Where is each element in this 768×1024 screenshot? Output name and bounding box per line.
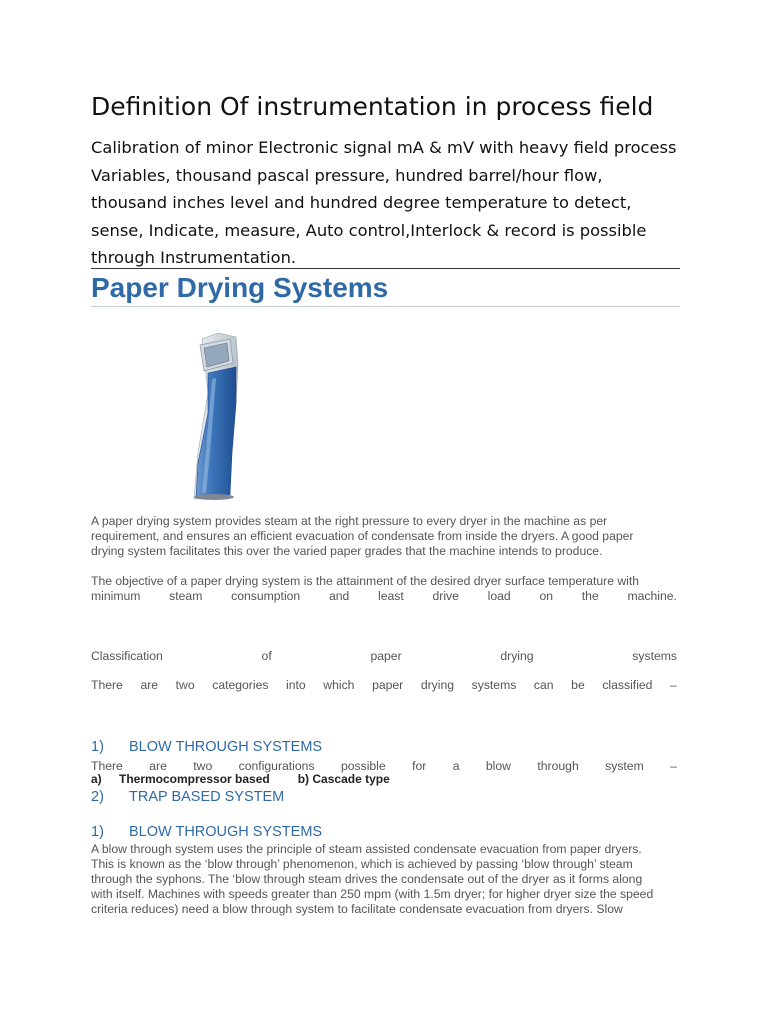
word: – [670, 678, 677, 692]
text-line: drying system facilitates this over the varied paper grades that the machine intends to produce. [91, 544, 603, 558]
word: of [261, 649, 272, 663]
intro-line: through Instrumentation. [91, 248, 297, 267]
type-b-text: b) Cascade type [297, 772, 390, 786]
intro-line: Calibration of minor Electronic signal mA & mV with heavy field process [91, 138, 677, 157]
word: are [140, 678, 159, 692]
word: categories [212, 678, 269, 692]
title-underline [91, 306, 680, 307]
classification-line [91, 649, 677, 664]
section-title: Paper Drying Systems [91, 272, 389, 303]
type-a-text: Thermocompressor based [119, 772, 270, 786]
intro-line: Variables, thousand pascal pressure, hundred barrel/hour flow, [91, 165, 603, 185]
word: systems [632, 649, 677, 663]
word: and [328, 589, 350, 603]
word: minimum [91, 589, 141, 603]
heading-trap-based [91, 789, 284, 805]
word: paper [372, 678, 404, 692]
word: be [571, 678, 585, 692]
intro-title: Definition Of instrumentation in process field [91, 92, 654, 121]
word: two [175, 678, 195, 692]
word: on [539, 589, 554, 603]
divider-rule [91, 268, 680, 269]
word: There [91, 759, 123, 773]
kiosk-image [178, 333, 258, 501]
heading-number: 2) [91, 789, 104, 805]
word: drying [420, 678, 455, 692]
word: least [378, 589, 404, 603]
word: into [286, 678, 306, 692]
text-line: A paper drying system provides steam at the right pressure to every dryer in the machine as per [91, 514, 608, 528]
objective-paragraph [91, 574, 677, 604]
text-line: through the syphons. The ‘blow through steam drives the condensate out of the dryer as it forms along [91, 872, 643, 886]
word: which [323, 678, 355, 692]
word: Classification [91, 649, 163, 663]
word: – [670, 759, 677, 773]
configuration-types [91, 772, 390, 786]
word: systems [471, 678, 517, 692]
word: paper [370, 649, 402, 663]
categories-line [91, 678, 677, 693]
word: steam [169, 589, 203, 603]
word: load [487, 589, 511, 603]
intro-line: thousand inches level and hundred degree temperature to detect, [91, 193, 632, 212]
intro-paragraph [91, 514, 677, 559]
text-line: The objective of a paper drying system is the attainment of the desired dryer surface temperature with [91, 574, 640, 588]
heading-number: 1) [91, 824, 104, 840]
justified-line [91, 589, 677, 604]
blow-through-paragraph [91, 842, 677, 917]
word: classified [602, 678, 653, 692]
word: There [91, 678, 123, 692]
word: machine. [627, 589, 677, 603]
heading-blow-through [91, 739, 322, 755]
word: the [581, 589, 599, 603]
word: are [149, 759, 167, 773]
text-line: This is known as the ‘blow through’ phenomenon, which is achieved by passing ‘blow through’ steam [91, 857, 633, 871]
justified-line [91, 678, 677, 693]
heading-text: BLOW THROUGH SYSTEMS [129, 824, 323, 840]
intro-line: sense, Indicate, measure, Auto control,Interlock & record is possible [91, 220, 647, 240]
word: for [412, 759, 427, 773]
heading-text: TRAP BASED SYSTEM [129, 789, 285, 805]
word: through [537, 759, 579, 773]
word: system [605, 759, 644, 773]
word: drive [432, 589, 459, 603]
word: configurations [238, 759, 315, 773]
type-a-marker: a) [91, 772, 102, 786]
heading-number: 1) [91, 739, 104, 755]
text-line: with itself. Machines with speeds greater than 250 mpm (with 1.5m dryer; for higher dryer size the speed [91, 887, 654, 901]
word: blow [485, 759, 511, 773]
word: a [452, 759, 460, 773]
word: can [533, 678, 554, 692]
intro-body [91, 134, 691, 272]
word: two [193, 759, 213, 773]
justified-line [91, 649, 677, 664]
text-line: A blow through system uses the principle of steam assisted condensate evacuation from paper dryers. [91, 842, 642, 856]
text-line: requirement, and ensures an efficient evacuation of condensate from inside the dryers. A good paper [91, 529, 634, 543]
word: drying [500, 649, 534, 663]
word: possible [340, 759, 386, 773]
heading-text: BLOW THROUGH SYSTEMS [129, 739, 323, 755]
text-line: criteria reduces) need a blow through system to facilitate condensate evacuation from dryers. Slow [91, 902, 623, 916]
heading-blow-through-detail [91, 824, 322, 840]
word: consumption [231, 589, 301, 603]
